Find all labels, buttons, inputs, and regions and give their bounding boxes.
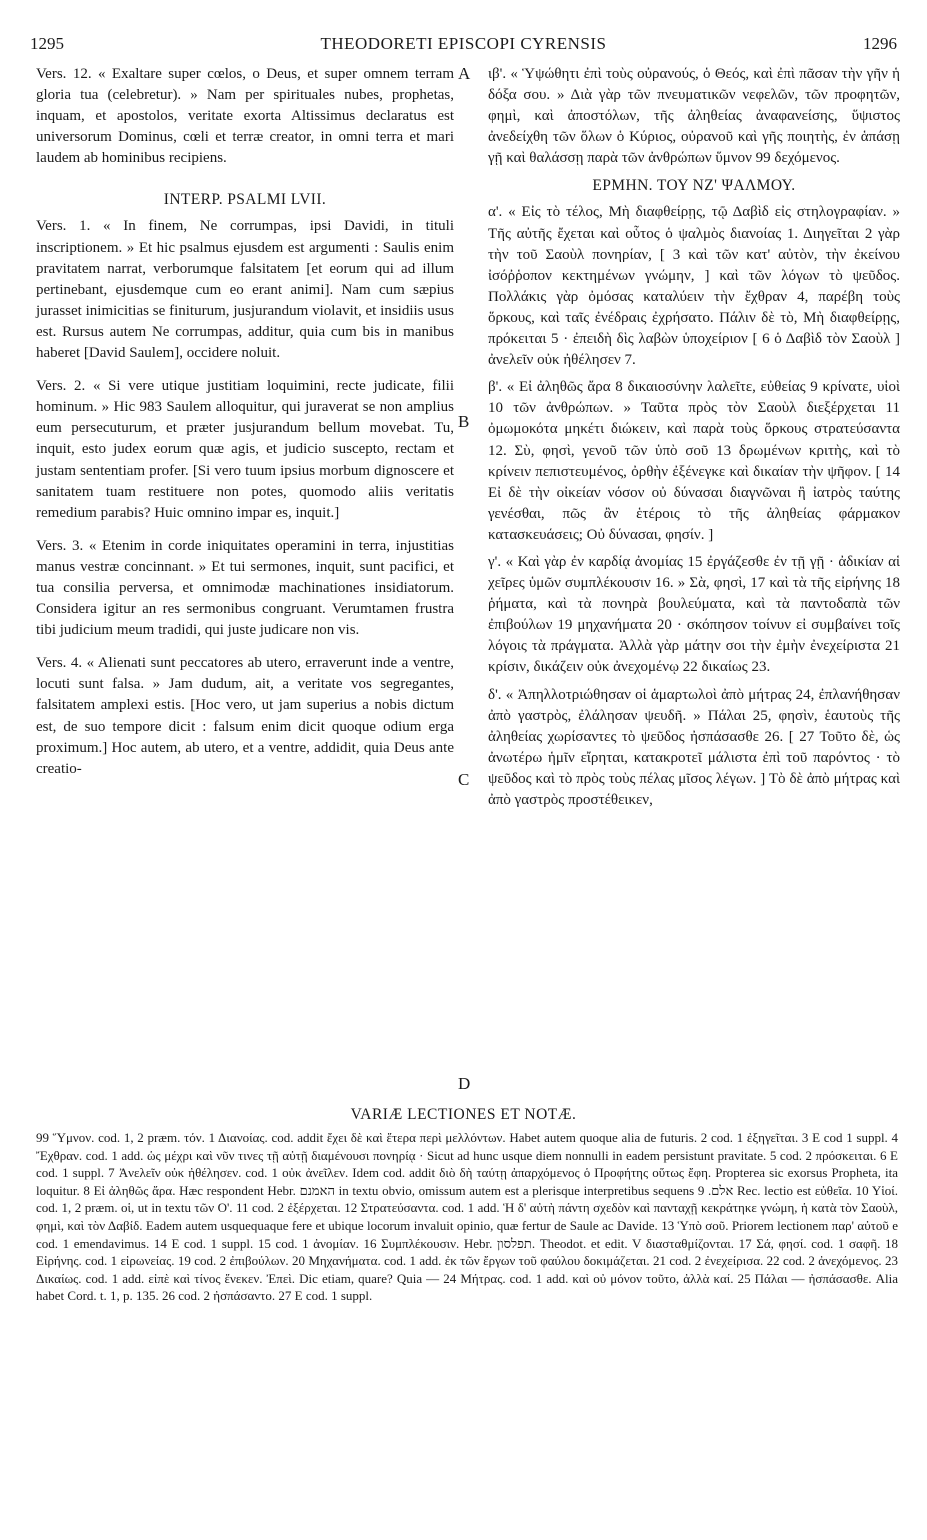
greek-verse-12: ιβ'. « Ὑψώθητι ἐπὶ τοὺς οὐρανούς, ὁ Θεός, καὶ ἐπὶ πᾶσαν τὴν γῆν ἡ δόξα σου. » Διὰ γὰρ τῶν πνευματικῶν νεφελῶν, τῶν προφητῶν, φημὶ, καὶ ἀποστόλων, τῆς ἀληθείας ἀναφανείσης, ὕψιστος ἀνεδείχθη τῶν ὅλων ὁ Κύριος, οὐρανοῦ καὶ γῆς ποιητὴς, ἐν ἁπάσῃ γῇ καὶ θαλάσσῃ παρὰ τῶν ἀνθρώπων ὕμνον 99 δεχόμενος. [488,66,900,167]
latin-verse-3: Vers. 3. « Etenim in corde iniquitates operamini in terra, injustitias manus vestræ concinnant. » Et tui sermones, inquit, sunt pacifici, et tua consilia perversa, et omnimodæ machinationes insidiatorum. Considera igitur an res sermonibus congruant. Verumtamen frustra tibi judicium meum tradidi, qui juste judicare non vis. [36,537,454,639]
greek-verse-3: γ'. « Καὶ γὰρ ἐν καρδίᾳ ἀνομίας 15 ἐργάζεσθε ἐν τῇ γῇ · ἀδικίαν αἱ χεῖρες ὑμῶν συμπλέκουσιν 16. » Σὰ, φησὶ, 17 καὶ τὰ τῆς εἰρήνης 18 ῥήματα, καὶ τὰ πονηρὰ βουλεύματα, καὶ τὰ παντοδαπὰ τῶν ἐπιβούλων 19 μηχανήματα 20 · σκόπησον τοίνυν εἰ συμβαίνει τοῖς λόγοις τὰ πράγματα. Ἀλλὰ γὰρ μάτην σοι τὴν ἐμὴν ἐνεχείριστα 21 κρίσιν, δικάζειν οὐκ ἀνεχομένῳ 22 δικαίως 23. [488,553,900,676]
margin-letter-d: D [458,1074,471,1093]
greek-column [488,64,900,811]
greek-verse-4: δ'. « Ἀπηλλοτριώθησαν οἱ ἁμαρτωλοὶ ἀπὸ μήτρας 24, ἐπλανήθησαν ἀπὸ γαστρὸς, ἐλάλησαν ψευδῆ. » Πάλαι 25, φησὶν, ἑαυτοὺς τῆς ἀληθείας χωρίσαντες τὸ ψεῦδος ἠσπάσασθε 26. [ 27 Τοῦτο δὲ, ὡς ἀνωτέρω ἡμῖν εἴρηται, κατακροτεῖ μάλιστα ἐπὶ τοῦ παρόντος · τὸ ψεῦδος καὶ τὸ πρὸς τοὺς πέλας μῖσος λέγων. ] Τὸ δὲ ἀπὸ μήτρας καὶ ἀπὸ γαστρὸς προστέθεικεν, [488,686,900,808]
notes-block [36,1129,898,1305]
latin-verse-4: Vers. 4. « Alienati sunt peccatores ab utero, erraverunt inde a ventre, locuti sunt falsa. » Jam dudum, ait, a veritate vos segregantes, falsitatem amplexi estis. [Hoc vero, ut jam superius a nobis dictum est, de suo tempore dicit : falsum enim dicit quoque odium erga proximum.] Hoc autem, ab utero, et a ventre, addidit, quia Deus ante creatio- [36,655,454,777]
greek-verse-2: β'. « Εἰ ἀληθῶς ἄρα 8 δικαιοσύνην λαλεῖτε, εὐθείας 9 κρίνατε, υἱοὶ 10 τῶν ἀνθρώπων. » Ταῦτα πρὸς τὸν Σαοὺλ διεξέρχεται 11 ὀμωμοκότα μηκέτι διώκειν, καὶ παρὰ τοὺς ὅρκους στρατεύσαντα 12. Σὺ, φησὶ, γενοῦ τῶν ὑπὸ σοῦ 13 δρωμένων κριτὴς, καὶ τὸ κρίνειν πεπιστευμένος, ὀρθὴν ἐξένεγκε καὶ δικαίαν τὴν ψῆφον. [ 14 Εἰ δὲ τὴν οἰκείαν νόσον οὐ δύνασαι διαγνῶναι ἢ ἰατρὸς ταύτης γενέσθαι, πῶς ἂν ἑτέροις τὸ τῆς ἀληθείας φάρμακον κατασκευάσεις; Οὐ δύνασαι, φησίν. ] [488,379,900,543]
latin-verse-12: Vers. 12. « Exaltare super cœlos, o Deus, et super omnem terram gloria tua (celebretur). » Nam per spirituales nubes, prophetas, inquam, et apostolos, veritate exorta Altissimus declaratus est universorum Dominus, cœli et terræ creator, in omni terra et mari laudem ab hominibus recipiens. [36,66,454,167]
latin-column [36,64,454,780]
greek-verse-1: α'. « Εἰς τὸ τέλος, Μὴ διαφθείρῃς, τῷ Δαβὶδ εἰς στηλογραφίαν. » Τῆς αὐτῆς ἔχεται καὶ οὗτος ὁ ψαλμὸς διανοίας 1. Διηγεῖται 2 γὰρ τὴν τοῦ Σαοὺλ πονηρίαν, [ 3 καὶ τῶν κατ' αὐτὸν, τὴν ἐκείνου ἰσόῤῥοπον κεκτημένων γνώμην, ] καὶ τῶν λόγων τὸ ψεῦδος. Πολλάκις γὰρ ὀμόσας καταλύειν τὴν ἔχθραν 4, παρέβη τοὺς ὅρκους, καὶ ταῖς ἐνέδραις ἐχρήσατο. Πάλιν δὲ τὸ, Μὴ διαφθείρῃς, πρόκειται 5 · ἐπειδὴ δὶς λαβὼν ὑποχείριον [ 6 ὁ Δαβὶδ τὸν Σαοὺλ ] ἀνελεῖν οὐκ ἠθέλησεν 7. [488,204,900,369]
notes-heading: VARIÆ LECTIONES ET NOTÆ. [350,1106,577,1123]
notes-text: 99 Ὕμνον. cod. 1, 2 præm. τόν. 1 Διανοίας. cod. addit ἔχει δὲ καὶ ἕτερα περὶ μελλόντων. Habet autem quoque alia de futuris. 2 cod. 1 ἐξηγεῖται. 3 E cod 1 suppl. 4 Ἔχθραν. cod. 1 add. ὡς μέχρι καὶ νῦν τινες τῇ αὐτῇ διαμένουσι πονηρίᾳ · Sicut ad hunc usque diem nonnulli in eadem persistunt pravitate. 5 cod. 2 πρόσκειται. 6 E cod. 1 suppl. 7 Ἀνελεῖν οὐκ ἠθέλησεν. cod. 1 οὐκ ἀνεῖλεν. Idem cod. addit διὸ δὴ ταύτῃ ἀπαρχόμενος ὁ Προφήτης οὕτως ἔφη. Propterea sic exorsus Propheta, ita loquitur. 8 Εἰ ἀληθῶς ἄρα. Hæc respondent Hebr. האמנם in textu obvio, omissum autem est a plerisque interpretibus sequens אלם. 9 Rec. lectio est εὐθεῖα. 10 Υἱοί. cod. 1, 2 præm. οἱ, ut in textu τῶν Ο'. 11 cod. 2 ἐξέρχεται. 12 Στρατεύσαντα. cod. 1 add. Ἡ δ' αὐτὴ πάντη σχεδὸν καὶ πανταχῇ κεκράτηκε γνώμη, ἡ κατὰ τὸν Σαοὺλ, φημὶ, καὶ τὸν Δαβίδ. Eadem autem usquequaque fere et ubique locorum invaluit opinio, quæ fertur de Saule ac Davide. 13 Ὑπὸ σοῦ. Priorem lectionem παρ' αὐτοῦ e cod. 1 emendavimus. 14 E cod. 1 suppl. 15 cod. 1 ἀνομίαν. 16 Συμπλέκουσιν. Hebr. תפלסון. Theodot. et edit. V διασταθμίζονται. 17 Σά, φησί. cod. 1 σαφῆ. 18 Εἰρήνης. cod. 1 εἰρωνείας. 19 cod. 2 ἐπιβούλων. 20 Μηχανήματα. cod. 1 add. ἐκ τῶν ἔργων τοῦ φαύλου δοκιμάζεται. 21 cod. 2 ἐνεχείρισα. 22 cod. 2 ἀνεχόμενος. 23 Δικαίως. cod. 1 add. εἰπὲ καὶ τίνος ἕνεκεν. Ἐπεὶ. Dic etiam, quare? Quia — 24 Μήτρας. cod. 1 add. καὶ οὐ μόνον τοῦτο, ἀλλὰ καί. 25 Πάλαι — ἠσπάσασθε. Alia habet Cord. t. 1, p. 135. 26 cod. 2 ἠσπάσαντο. 27 E cod. 1 suppl. [36,1130,898,1304]
left-page-number: 1295 [30,34,64,53]
margin-letter-a: A [458,64,471,83]
margin-letter-c: C [458,770,470,789]
margin-letter-b: B [458,412,470,431]
latin-psalm-heading: INTERP. PSALMI LVII. [163,191,327,209]
latin-verse-1: Vers. 1. « In finem, Ne corrumpas, ipsi Davidi, in tituli inscriptionem. » Et hic psalmus ejusdem est argumenti : Saulis enim pravitatem narrat, verborumque falsitatem [et eorum qui ad illum pertinebant, ejusdemque cum eo erant animi]. Nam cum sæpius jurasset inimicitias se finiturum, jusjurandum violavit, et insidiis usus est. Rursus autem Ne corrumpas, additur, quia cum bis in manibus haberet [David Saulem], occidere noluit. [36,218,454,362]
running-header [30,34,897,56]
right-page-number: 1296 [863,34,897,53]
greek-psalm-heading: ΕΡΜΗΝ. ΤΟΥ ΝΖ' ΨΑΛΜΟΥ. [592,177,796,195]
running-title: THEODORETI EPISCOPI CYRENSIS [320,34,607,53]
latin-verse-2: Vers. 2. « Si vere utique justitiam loquimini, recte judicate, filii hominum. » Hic 983 Saulem alloquitur, qui juraverat se non amplius eum persecuturum, et præter jusjurandum bellum movebat. Tu, inquit, esto judex eorum quæ agis, et judicio suscepto, rectam et justam sententiam profer. [Si vero tuum ipsius morbum dignoscere et sanitatem tuam restituere non potes, quomodo aliis veritatis remedium parabis? Huic omnino impar es, inquit.] [36,378,454,521]
